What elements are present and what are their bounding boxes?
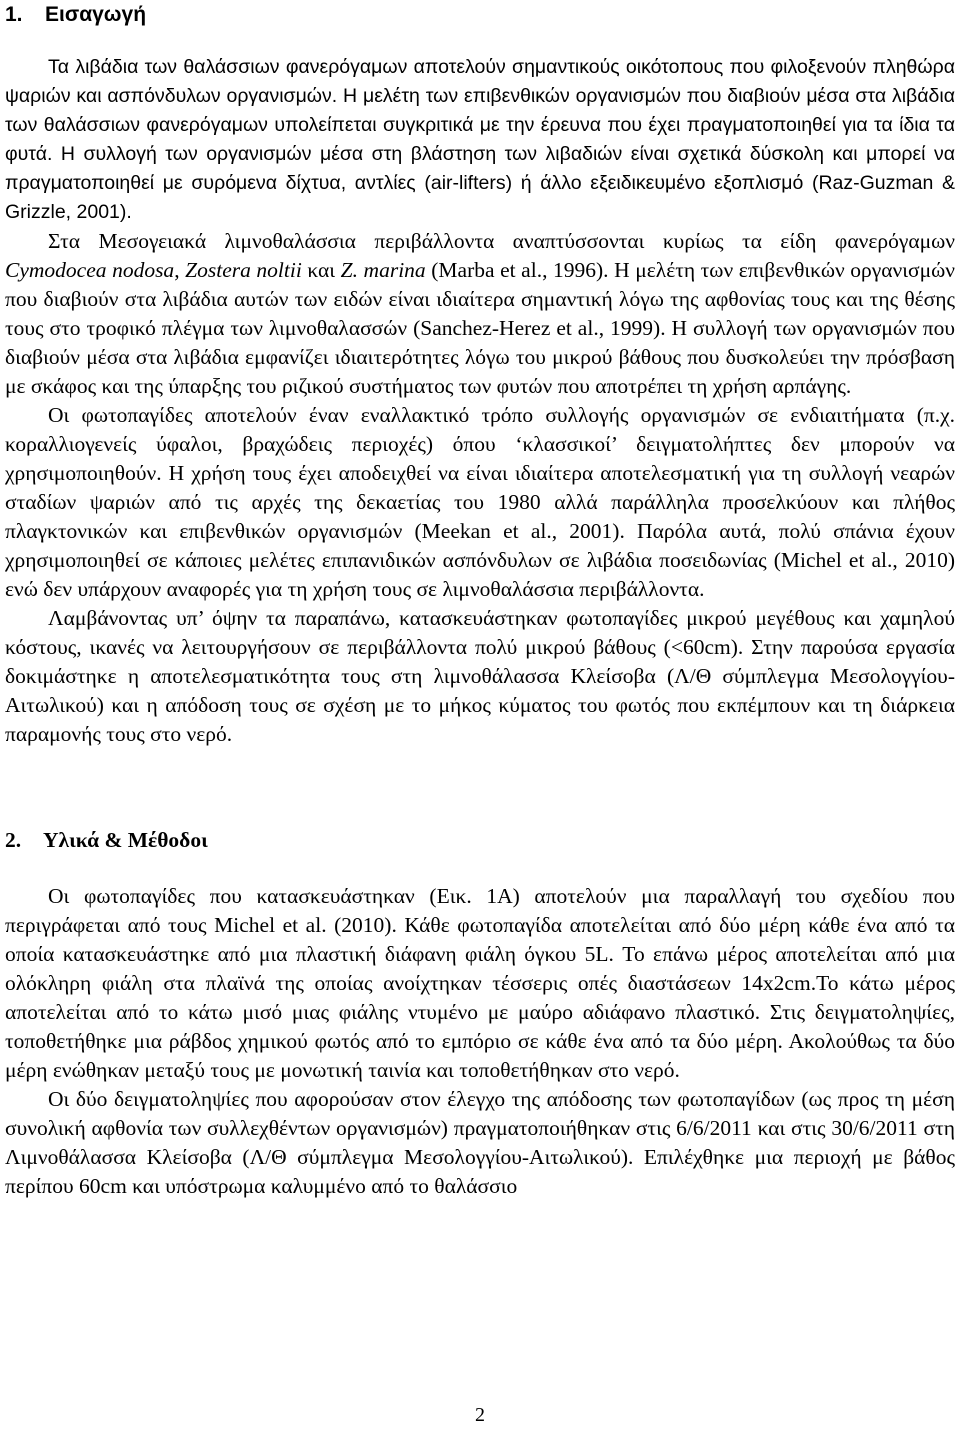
section-number: 2. [5,828,22,852]
section-heading-methods [5,828,208,853]
methods-paragraph-1: Οι φωτοπαγίδες που κατασκευάστηκαν (Εικ. 1Α) αποτελούν μια παραλλαγή του σχεδίου που περιγράφεται από τους Michel et al. (2010). Κάθε φωτοπαγίδα αποτελείται από δύο μέρη κάθε ένα από τα οποία κατασκευάστηκε από μια πλαστική διάφανη φιάλη όγκου 5L. Το επάνω μέρος αποτελείται από μια ολόκληρη φιάλη στα πλαϊνά της οποίας ανοίχτηκαν τέσσερις οπές διαστάσεων 14x2cm.Το κάτω μέρος αποτελείται από το κάτω μισό μιας φιάλης ντυμένο με μαύρο αδιάφανο πλαστικό. Στις δειγματοληψίες, τοποθετήθηκε μια ράβδος χημικού φωτός από το εμπόριο σε κάθε ένα από τα δύο μέρη. Ακολούθως τα δύο μέρη ενώθηκαν μεταξύ τους με μονωτική ταινία και τοποθετήθηκαν στο νερό. [5,884,955,1082]
methods-section [5,882,955,1201]
section-number: 1. [5,3,23,26]
section-heading-introduction [5,3,146,27]
page-number: 2 [475,1404,485,1426]
section-title: Υλικά & Μέθοδοι [43,828,208,852]
intro-paragraph-2 [5,227,955,401]
species-name: Z. marina [340,258,426,282]
intro-p2-text-b: , [174,258,186,282]
introduction-section [5,53,955,749]
intro-p2-text-a: Στα Μεσογειακά λιμνοθαλάσσια περιβάλλοντα αναπτύσσονται κυρίως τα είδη φανερόγαμων [48,229,955,253]
intro-paragraph-1-text: Τα λιβάδια των θαλάσσιων φανερόγαμων αποτελούν σημαντικούς οικότοπους που φιλοξενούν πληθώρα ψαριών και ασπόνδυλων οργανισμών. Η μελέτη των επιβενθικών οργανισμών που διαβιούν μέσα στα λιβάδια των θαλάσσιων φανερόγαμων υπολείπεται συγκριτικά με την έρευνα που έχει πραγματοποιηθεί για τα ίδια τα φυτά. Η συλλογή των οργανισμών μέσα στη βλάστηση των λιβαδιών είναι σχετικά δύσκολη και μπορεί να πραγματοποιηθεί με συρόμενα δίχτυα, αντλίες (air-lifters) ή άλλο εξειδικευμένο εξοπλισμό (Raz-Guzman & Grizzle, 2001). [5,56,955,223]
species-name: Cymodocea nodosa [5,258,175,282]
intro-paragraph-3: Οι φωτοπαγίδες αποτελούν έναν εναλλακτικό τρόπο συλλογής οργανισμών σε ενδιαιτήματα (π.χ. κοραλλιογενείς ύφαλοι, βραχώδεις περιοχές) όπου ‘κλασσικοί’ δειγματολήπτες δεν μπορούν να χρησιμοποιηθούν. Η χρήση τους έχει αποδειχθεί να είναι ιδιαίτερα αποτελεσματική για τη συλλογή νεαρών σταδίων ψαριών από τις αρχές της δεκαετίας του 1980 αλλά παράλληλα προσελκύουν και πλήθος πλαγκτονικών και επιβενθικών οργανισμών (Meekan et al., 2001). Παρόλα αυτά, πολύ σπάνια έχουν χρησιμοποιηθεί σε κάποιες μελέτες επιπανιδικών ασπόνδυλων σε λιβάδια ποσειδωνίας (Michel et al., 2010) ενώ δεν υπάρχουν αναφορές για τη χρήση τους σε λιμνοθαλάσσια περιβάλλοντα. [5,403,955,601]
species-name: Zostera noltii [185,258,302,282]
intro-p2-text-c: και [301,258,341,282]
intro-paragraph-4: Λαμβάνοντας υπ’ όψην τα παραπάνω, κατασκευάστηκαν φωτοπαγίδες μικρού μεγέθους και χαμηλού κόστους, ικανές να λειτουργήσουν σε περιβάλλοντα πολύ μικρού βάθους (<60cm). Στην παρούσα εργασία δοκιμάστηκε η αποτελεσματικότητα τους στη λιμνοθάλασσα Κλείσοβα (Λ/Θ σύμπλεγμα Μεσολογγίου-Αιτωλικού) και η απόδοση τους σε σχέση με το μήκος κύματος του φωτός που εκπέμπουν και τη διάρκεια παραμονής τους στο νερό. [5,606,955,746]
methods-paragraph-2: Οι δύο δειγματοληψίες που αφορούσαν στον έλεγχο της απόδοσης των φωτοπαγίδων (ως προς τη μέση συνολική αφθονία των συλλεχθέντων οργανισμών) πραγματοποιήθηκαν στις 6/6/2011 και στις 30/6/2011 στη Λιμνοθάλασσα Κλείσοβα (Λ/Θ σύμπλεγμα Μεσολογγίου-Αιτωλικού). Επιλέχθηκε μια περιοχή με βάθος περίπου 60cm και υπόστρωμα καλυμμένο από το θαλάσσιο [5,1087,955,1198]
section-title: Εισαγωγή [45,3,147,26]
intro-p2-text-d: (Marba et al., 1996). Η μελέτη των επιβενθικών οργανισμών που διαβιούν στα λιβάδια αυτών των ειδών είναι ιδιαίτερα σημαντική λόγω της αφθονίας τους και της θέσης τους στο τροφικό πλέγμα των λιμνοθαλασσών (Sanchez-Herez et al., 1999). Η συλλογή των οργανισμών που διαβιούν μέσα στα λιβάδια εμφανίζει ιδιαιτερότητες λόγω του μικρού βάθους που δυσκολεύει την πρόσβαση με σκάφος και της ύπαρξης του ριζικού συστήματος των φυτών που αποτρέπει τη χρήση αρπάγης. [5,258,956,398]
intro-paragraph-1 [5,53,955,227]
